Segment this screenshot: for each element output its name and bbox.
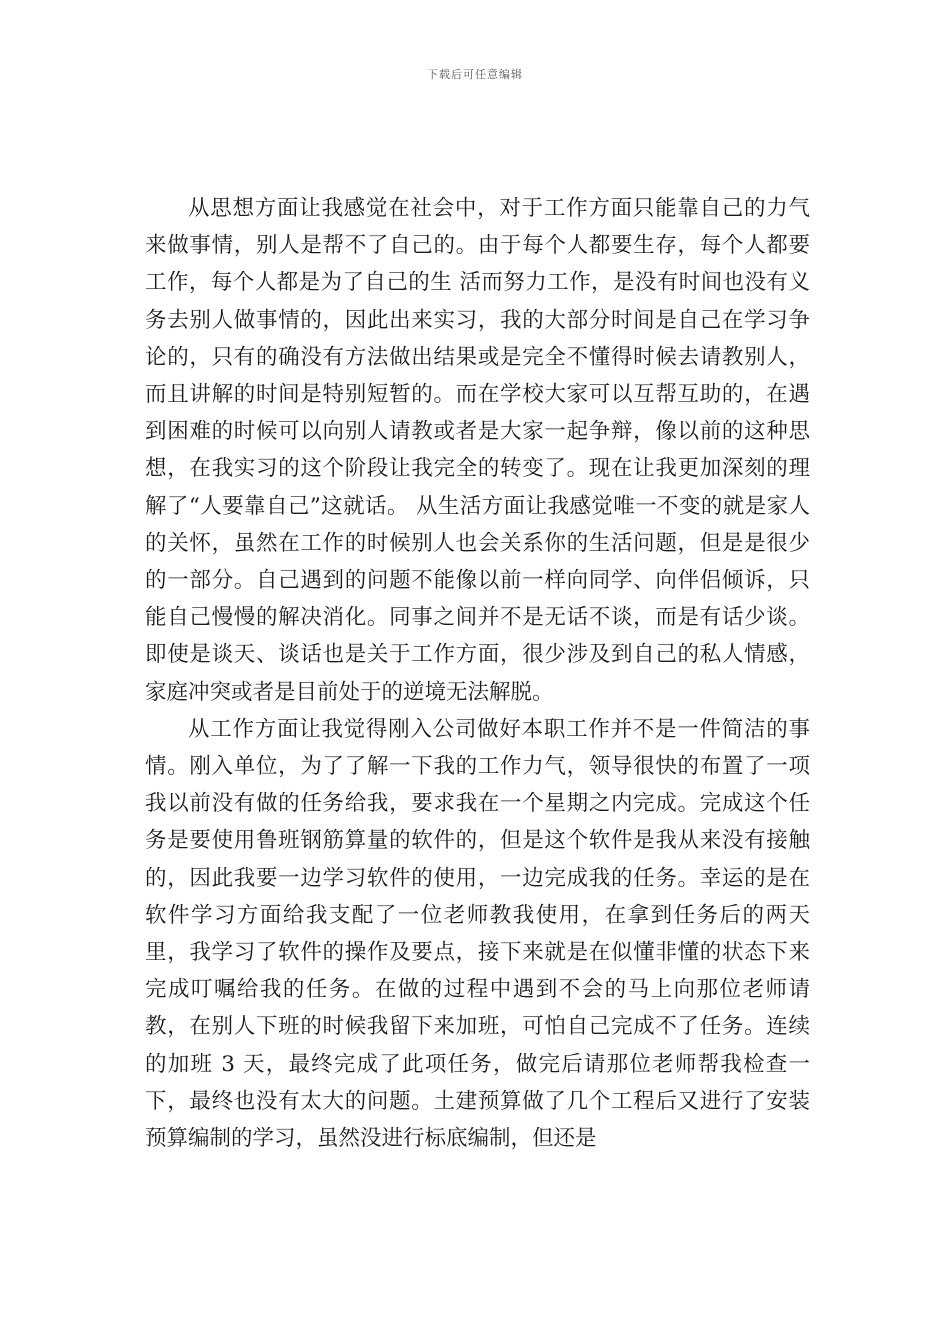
paragraph-2: 从工作方面让我觉得刚入公司做好本职工作并不是一件简洁的事情。刚入单位，为了了解一下我的工作力气，领导很快的布置了一项我以前没有做的任务给我，要求我在一个星期之内完成。完成这个任务是要使用鲁班钢筋算量的软件的，但是这个软件是我从来没有接触的，因此我要一边学习软件的使用，一边完成我的任务。幸运的是在软件学习方面给我支配了一位老师教我使用，在拿到任务后的两天里，我学习了软件的操作及要点，接下来就是在似懂非懂的状态下来完成叮嘱给我的任务。在做的过程中遇到不会的马上向那位老师请教，在别人下班的时候我留下来加班，可怕自己完成不了任务。连续的加班 3 天，最终完成了此项任务，做完后请那位老师帮我检查一下，最终也没有太大的问题。土建预算做了几个工程后又进行了安装预算编制的学习，虽然没进行标底编制，但还是 [145,716,810,1152]
paragraph-1: 从思想方面让我感觉在社会中，对于工作方面只能靠自己的力气来做事情，别人是帮不了自己的。由于每个人都要生存，每个人都要工作，每个人都是为了自己的生 活而努力工作，是没有时间也没有义务去别人做事情的，因此出来实习，我的大部分时间是自己在学习争论的，只有的确没有方法做出结果或是完全不懂得时候去请教别人，而且讲解的时间是特别短暂的。而在学校大家可以互帮互助的，在遇到困难的时候可以向别人请教或者是大家一起争辩，像以前的这种思想，在我实习的这个阶段让我完全的转变了。现在让我更加深刻的理解了“人要靠自己”这就话。 从生活方面让我感觉唯一不变的就是家人的关怀，虽然在工作的时候别人也会关系你的生活问题，但是是很少的一部分。自己遇到的问题不能像以前一样向同学、向伴侣倾诉，只能自己慢慢的解决消化。同事之间并不是无话不谈，而是有话少谈。即使是谈天、谈话也是关于工作方面，很少涉及到自己的私人情感，家庭冲突或者是目前处于的逆境无法解脱。 [145,196,810,705]
document-body [145,190,810,1157]
page-header: 下载后可任意编辑 [427,68,523,81]
